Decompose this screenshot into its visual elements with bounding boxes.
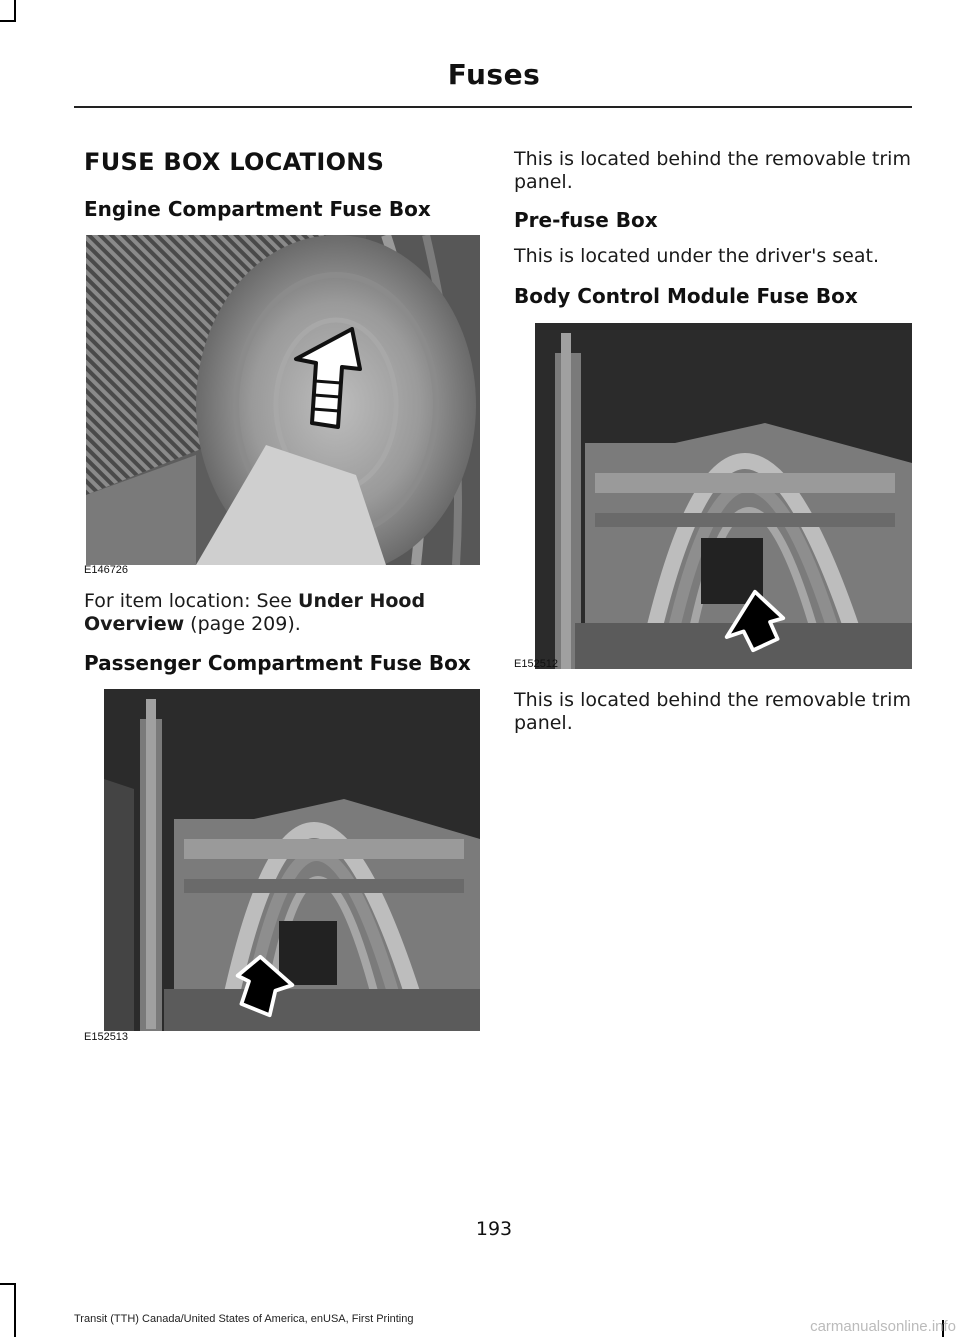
crop-mark-bottom-left-v — [14, 1283, 16, 1337]
engine-ref-suffix: (page 209). — [184, 613, 301, 635]
engine-fuse-box-arrow-icon — [282, 323, 362, 433]
bcm-figure-code: E152512 — [514, 658, 559, 670]
engine-ref-prefix: For item location: See — [84, 590, 299, 612]
section-title: FUSE BOX LOCATIONS — [84, 148, 385, 176]
crop-mark-top-left-h — [0, 20, 16, 22]
under-hood-overview-link-line2[interactable]: Overview — [84, 613, 185, 635]
passenger-fuse-box-heading: Passenger Compartment Fuse Box — [84, 651, 471, 675]
prefuse-location-text: This is located under the driver's seat. — [514, 245, 879, 267]
passenger-location-text: This is located behind the removable trim panel. — [514, 148, 911, 193]
engine-reference-paragraph — [84, 590, 484, 636]
bcm-fuse-box-figure — [535, 323, 912, 669]
crop-mark-bottom-left-h — [0, 1283, 16, 1285]
header-divider — [74, 106, 912, 108]
edition-footer: Transit (TTH) Canada/United States of America, enUSA, First Printing — [74, 1313, 414, 1325]
passenger-fuse-box-arrow-icon — [232, 952, 298, 1020]
bcm-fuse-box-arrow-icon — [721, 587, 787, 655]
bcm-fuse-box-heading: Body Control Module Fuse Box — [514, 284, 858, 308]
engine-fuse-box-figure — [86, 235, 480, 565]
bcm-location-text: This is located behind the removable trim panel. — [514, 689, 911, 734]
prefuse-box-heading: Pre-fuse Box — [514, 208, 658, 232]
under-hood-overview-link-line1[interactable]: Under Hood — [298, 590, 426, 612]
passenger-figure-code: E152513 — [84, 1031, 129, 1043]
passenger-fuse-box-figure — [104, 689, 480, 1031]
page-number: 193 — [475, 1218, 513, 1240]
engine-figure-code: E146726 — [84, 564, 129, 576]
engine-fuse-box-heading: Engine Compartment Fuse Box — [84, 197, 431, 221]
site-watermark: carmanualsonline.info — [810, 1318, 956, 1335]
crop-mark-top-left-v — [14, 0, 16, 22]
page-header-title: Fuses — [447, 58, 541, 91]
